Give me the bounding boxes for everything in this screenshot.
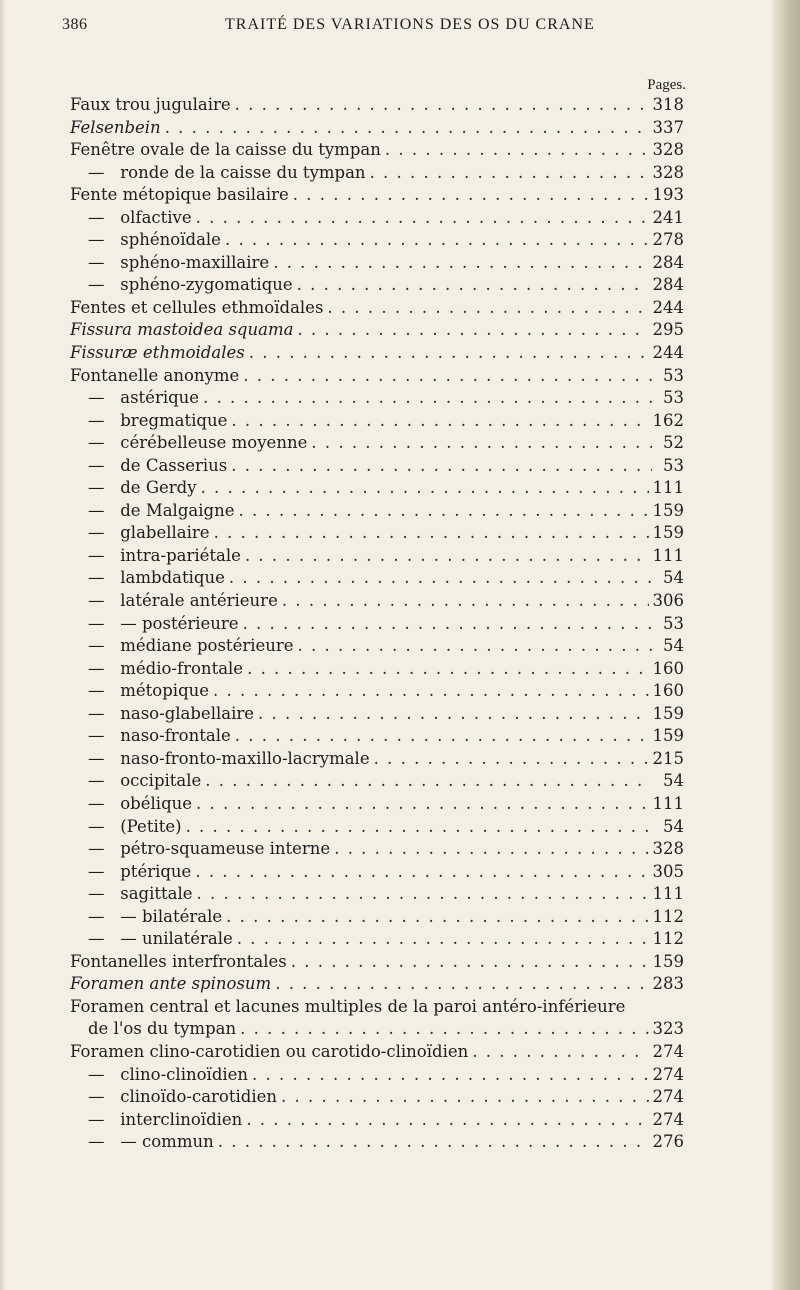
page-number: 386	[62, 16, 88, 33]
dot-leader	[297, 319, 648, 341]
entry-label	[70, 883, 197, 905]
index-entry	[70, 410, 684, 433]
dot-leader	[243, 365, 652, 387]
running-title: TRAITÉ DES VARIATIONS DES OS DU CRANE	[225, 16, 595, 33]
entry-label	[70, 635, 298, 657]
index-entry	[70, 1109, 684, 1132]
pages-column-label: Pages.	[647, 77, 686, 93]
entry-label	[70, 545, 245, 567]
entry-label	[70, 207, 196, 229]
entry-page-number: 53	[663, 388, 684, 408]
entry-page-number: 54	[663, 568, 684, 588]
entry-page-number: 112	[652, 929, 684, 949]
entry-dash: —	[88, 207, 105, 227]
entry-dash: —	[88, 1132, 105, 1152]
entry-label	[70, 94, 235, 116]
entry-page-number: 159	[652, 523, 684, 543]
dot-leader	[297, 274, 649, 296]
entry-page-number: 276	[652, 1132, 684, 1152]
entry-dash: —	[88, 703, 105, 723]
entry-page-number: 244	[652, 343, 684, 363]
dot-leader	[275, 973, 648, 995]
entry-label	[70, 1086, 281, 1108]
entry-label	[70, 748, 374, 770]
entry-dash: —	[88, 681, 105, 701]
entry-dash: —	[88, 613, 105, 633]
entry-page-number: 274	[652, 1087, 684, 1107]
entry-label	[70, 996, 629, 1018]
dot-leader	[240, 1018, 648, 1040]
dot-leader	[195, 861, 648, 883]
entry-dash: —	[88, 771, 105, 791]
dot-leader	[201, 477, 649, 499]
entry-page-number: 274	[652, 1041, 684, 1061]
entry-label	[70, 1109, 246, 1131]
entry-label	[70, 770, 205, 792]
entry-label	[70, 703, 258, 725]
index-entry	[70, 951, 684, 974]
entry-page-number: 193	[652, 185, 684, 205]
entry-text: médio-frontale	[120, 658, 244, 678]
entry-dash: —	[88, 839, 105, 859]
dot-leader	[218, 1131, 649, 1153]
dot-leader	[249, 342, 649, 364]
dot-leader	[235, 725, 649, 747]
entry-text: pétro-squameuse interne	[120, 839, 331, 859]
index-entry	[70, 1086, 684, 1109]
index-entry	[70, 387, 684, 410]
entry-text: métopique	[120, 681, 210, 701]
dot-leader	[225, 229, 649, 251]
index-entry	[70, 207, 684, 230]
entry-label	[70, 410, 231, 432]
dot-leader	[237, 928, 649, 950]
index-entry	[70, 139, 684, 162]
index-entry	[70, 1064, 684, 1087]
dot-leader	[385, 139, 649, 161]
entry-page-number: 328	[652, 839, 684, 859]
index-entry	[70, 455, 684, 478]
entry-page-number: 295	[652, 320, 684, 340]
entry-text: clino-clinoïdien	[120, 1064, 249, 1084]
entry-page-number: 53	[663, 455, 684, 475]
entry-text: astérique	[120, 388, 200, 408]
dot-leader	[196, 793, 648, 815]
entry-page-number: 159	[652, 951, 684, 971]
entry-dash: —	[88, 500, 105, 520]
entry-dash: —	[88, 410, 105, 430]
index-entry	[70, 522, 684, 545]
entry-page-number: 162	[652, 410, 684, 430]
entry-dash: —	[88, 252, 105, 272]
entry-text: de l'os du tympan	[88, 1019, 237, 1039]
index-entry	[70, 94, 684, 117]
entry-label	[70, 658, 247, 680]
entry-label	[70, 162, 370, 184]
entry-dash: —	[88, 1109, 105, 1129]
index-entry	[70, 500, 684, 523]
entry-text: sagittale	[120, 884, 193, 904]
index-entry	[70, 658, 684, 681]
entry-dash: —	[88, 816, 105, 836]
entry-page-number: 323	[652, 1019, 684, 1039]
entry-page-number: 54	[663, 816, 684, 836]
entry-label	[70, 613, 243, 635]
dot-leader	[370, 162, 649, 184]
entry-dash: —	[88, 591, 105, 611]
entry-text: Foramen central et lacunes multiples de la paroi antéro-inférieure	[70, 996, 626, 1016]
entry-page-number: 111	[652, 478, 684, 498]
entry-label	[70, 1041, 472, 1063]
entry-label	[70, 793, 196, 815]
entry-page-number: 274	[652, 1064, 684, 1084]
entry-page-number: 112	[652, 906, 684, 926]
index-entry	[70, 1018, 684, 1041]
index-entry	[70, 883, 684, 906]
entry-text: sphénoïdale	[120, 230, 221, 250]
entry-label	[70, 522, 214, 544]
entry-text: occipitale	[120, 771, 202, 791]
entry-text: Fissuræ ethmoidales	[70, 343, 245, 363]
entry-label	[70, 387, 203, 409]
entry-dash: —	[88, 906, 105, 926]
index-entry	[70, 613, 684, 636]
dot-leader	[291, 951, 649, 973]
dot-leader	[186, 816, 652, 838]
dot-leader	[203, 387, 652, 409]
dot-leader	[231, 410, 648, 432]
entry-text: intra-pariétale	[120, 545, 241, 565]
entry-text: naso-frontale	[120, 726, 231, 746]
entry-text: Fissura mastoidea squama	[70, 320, 294, 340]
entry-text: de Gerdy	[120, 478, 197, 498]
entry-dash: —	[88, 726, 105, 746]
index-entry	[70, 680, 684, 703]
entry-label	[70, 680, 213, 702]
entry-page-number: 159	[652, 726, 684, 746]
entry-dash: —	[88, 1087, 105, 1107]
entry-dash: —	[88, 388, 105, 408]
entry-text: Foramen clino-carotidien ou carotido-clinoïdien	[70, 1041, 469, 1061]
index-entry	[70, 319, 684, 342]
entry-dash: —	[88, 455, 105, 475]
index-entry	[70, 973, 684, 996]
index-entry	[70, 703, 684, 726]
index-entry	[70, 477, 684, 500]
entry-dash: —	[88, 748, 105, 768]
entry-text: — commun	[120, 1132, 214, 1152]
entry-page-number: 159	[652, 500, 684, 520]
entry-label	[70, 184, 293, 206]
entry-label	[70, 1131, 218, 1153]
index-entries	[70, 94, 684, 1154]
index-entry	[70, 635, 684, 658]
dot-leader	[238, 500, 648, 522]
dot-leader	[213, 680, 648, 702]
index-entry	[70, 162, 684, 185]
entry-page-number: 328	[652, 162, 684, 182]
entry-text: Fontanelles interfrontales	[70, 951, 287, 971]
entry-text: Foramen ante spinosum	[70, 974, 272, 994]
entry-label	[70, 1018, 240, 1040]
dot-leader	[245, 545, 649, 567]
index-entry	[70, 1041, 684, 1064]
entry-text: lambdatique	[120, 568, 225, 588]
entry-page-number: 305	[652, 861, 684, 881]
index-entry	[70, 184, 684, 207]
page-right-edge	[772, 0, 800, 1290]
entry-page-number: 241	[652, 207, 684, 227]
entry-page-number: 52	[663, 433, 684, 453]
entry-label	[70, 117, 165, 139]
dot-leader	[243, 613, 652, 635]
entry-label	[70, 319, 297, 341]
entry-text: Fente métopique basilaire	[70, 185, 289, 205]
entry-text: ronde de la caisse du tympan	[120, 162, 366, 182]
entry-dash: —	[88, 275, 105, 295]
entry-label	[70, 252, 273, 274]
entry-label	[70, 816, 186, 838]
entry-label	[70, 432, 311, 454]
entry-page-number: 160	[652, 681, 684, 701]
index-entry	[70, 297, 684, 320]
entry-label	[70, 297, 327, 319]
entry-label	[70, 861, 195, 883]
entry-page-number: 328	[652, 140, 684, 160]
entry-page-number: 284	[652, 252, 684, 272]
index-entry	[70, 928, 684, 951]
entry-page-number: 306	[652, 591, 684, 611]
entry-text: — bilatérale	[120, 906, 223, 926]
entry-page-number: 278	[652, 230, 684, 250]
entry-page-number: 244	[652, 297, 684, 317]
dot-leader	[165, 117, 649, 139]
entry-page-number: 111	[652, 793, 684, 813]
entry-text: obélique	[120, 793, 193, 813]
index-entry	[70, 274, 684, 297]
index-entry	[70, 545, 684, 568]
page-left-shadow	[0, 0, 6, 1290]
entry-label	[70, 365, 243, 387]
entry-text: Faux trou jugulaire	[70, 95, 231, 114]
entry-text: olfactive	[120, 207, 192, 227]
entry-text: naso-glabellaire	[120, 703, 255, 723]
index-entry	[70, 816, 684, 839]
entry-label	[70, 139, 385, 161]
entry-text: — unilatérale	[120, 929, 233, 949]
entry-label	[70, 838, 334, 860]
dot-leader	[281, 1086, 649, 1108]
entry-text: de Casserius	[120, 455, 228, 475]
index-entry	[70, 906, 684, 929]
entry-text: Fentes et cellules ethmoïdales	[70, 297, 324, 317]
entry-text: bregmatique	[120, 410, 228, 430]
dot-leader	[258, 703, 648, 725]
entry-page-number: 54	[663, 771, 684, 791]
dot-leader	[226, 906, 648, 928]
entry-label	[70, 229, 225, 251]
entry-page-number: 159	[652, 703, 684, 723]
dot-leader	[472, 1041, 648, 1063]
index-entry	[70, 793, 684, 816]
dot-leader	[246, 1109, 648, 1131]
entry-page-number: 111	[652, 884, 684, 904]
dot-leader	[334, 838, 648, 860]
entry-text: clinoïdo-carotidien	[120, 1087, 277, 1107]
entry-page-number: 53	[663, 365, 684, 385]
entry-dash: —	[88, 793, 105, 813]
entry-dash: —	[88, 545, 105, 565]
dot-leader	[298, 635, 652, 657]
page-header	[60, 16, 710, 38]
entry-label	[70, 567, 229, 589]
index-entry	[70, 229, 684, 252]
dot-leader	[252, 1064, 648, 1086]
index-entry	[70, 567, 684, 590]
dot-leader	[231, 455, 652, 477]
index-entry	[70, 1131, 684, 1154]
entry-dash: —	[88, 568, 105, 588]
entry-text: interclinoïdien	[120, 1109, 243, 1129]
index-entry	[70, 432, 684, 455]
dot-leader	[273, 252, 648, 274]
entry-label	[70, 455, 231, 477]
entry-text: ptérique	[120, 861, 192, 881]
dot-leader	[214, 522, 649, 544]
entry-page-number: 54	[663, 636, 684, 656]
entry-text: sphéno-zygomatique	[120, 275, 293, 295]
entry-dash: —	[88, 884, 105, 904]
entry-page-number: 215	[652, 748, 684, 768]
dot-leader	[235, 94, 649, 116]
entry-dash: —	[88, 433, 105, 453]
dot-leader	[205, 770, 652, 792]
index-entry	[70, 590, 684, 613]
index-entry	[70, 838, 684, 861]
index-entry	[70, 117, 684, 140]
dot-leader	[282, 590, 649, 612]
entry-label	[70, 951, 291, 973]
entry-text: latérale antérieure	[120, 591, 278, 611]
index-entry	[70, 342, 684, 365]
index-entry	[70, 365, 684, 388]
entry-dash: —	[88, 478, 105, 498]
entry-label	[70, 477, 201, 499]
entry-text: naso-fronto-maxillo-lacrymale	[120, 748, 370, 768]
dot-leader	[327, 297, 648, 319]
entry-text: Fontanelle anonyme	[70, 365, 240, 385]
entry-text: sphéno-maxillaire	[120, 252, 270, 272]
entry-dash: —	[88, 162, 105, 182]
dot-leader	[374, 748, 649, 770]
entry-dash: —	[88, 861, 105, 881]
entry-page-number: 284	[652, 275, 684, 295]
entry-label	[70, 1064, 252, 1086]
entry-label	[70, 274, 297, 296]
index-entry	[70, 996, 684, 1019]
entry-text: Fenêtre ovale de la caisse du tympan	[70, 140, 381, 160]
entry-page-number: 160	[652, 658, 684, 678]
entry-text: de Malgaigne	[120, 500, 235, 520]
entry-label	[70, 973, 275, 995]
index-entry	[70, 252, 684, 275]
entry-dash: —	[88, 523, 105, 543]
dot-leader	[311, 432, 652, 454]
entry-page-number: 274	[652, 1109, 684, 1129]
entry-label	[70, 500, 238, 522]
entry-page-number: 283	[652, 974, 684, 994]
index-entry	[70, 748, 684, 771]
dot-leader	[196, 207, 649, 229]
entry-page-number: 318	[652, 95, 684, 114]
entry-dash: —	[88, 1064, 105, 1084]
dot-leader	[197, 883, 649, 905]
index-entry	[70, 725, 684, 748]
entry-page-number: 337	[652, 117, 684, 137]
entry-dash: —	[88, 636, 105, 656]
dot-leader	[229, 567, 652, 589]
entry-label	[70, 725, 235, 747]
entry-page-number: 111	[652, 545, 684, 565]
index-entry	[70, 770, 684, 793]
dot-leader	[293, 184, 649, 206]
index-entry	[70, 861, 684, 884]
entry-label	[70, 342, 249, 364]
entry-text: glabellaire	[120, 523, 210, 543]
entry-label	[70, 590, 282, 612]
entry-dash: —	[88, 658, 105, 678]
entry-text: médiane postérieure	[120, 636, 294, 656]
entry-label	[70, 928, 237, 950]
entry-text: cérébelleuse moyenne	[120, 433, 308, 453]
entry-text: (Petite)	[120, 816, 182, 836]
entry-dash: —	[88, 230, 105, 250]
entry-text: — postérieure	[120, 613, 239, 633]
entry-dash: —	[88, 929, 105, 949]
entry-text: Felsenbein	[70, 117, 161, 137]
entry-label	[70, 906, 226, 928]
entry-page-number: 53	[663, 613, 684, 633]
dot-leader	[247, 658, 648, 680]
